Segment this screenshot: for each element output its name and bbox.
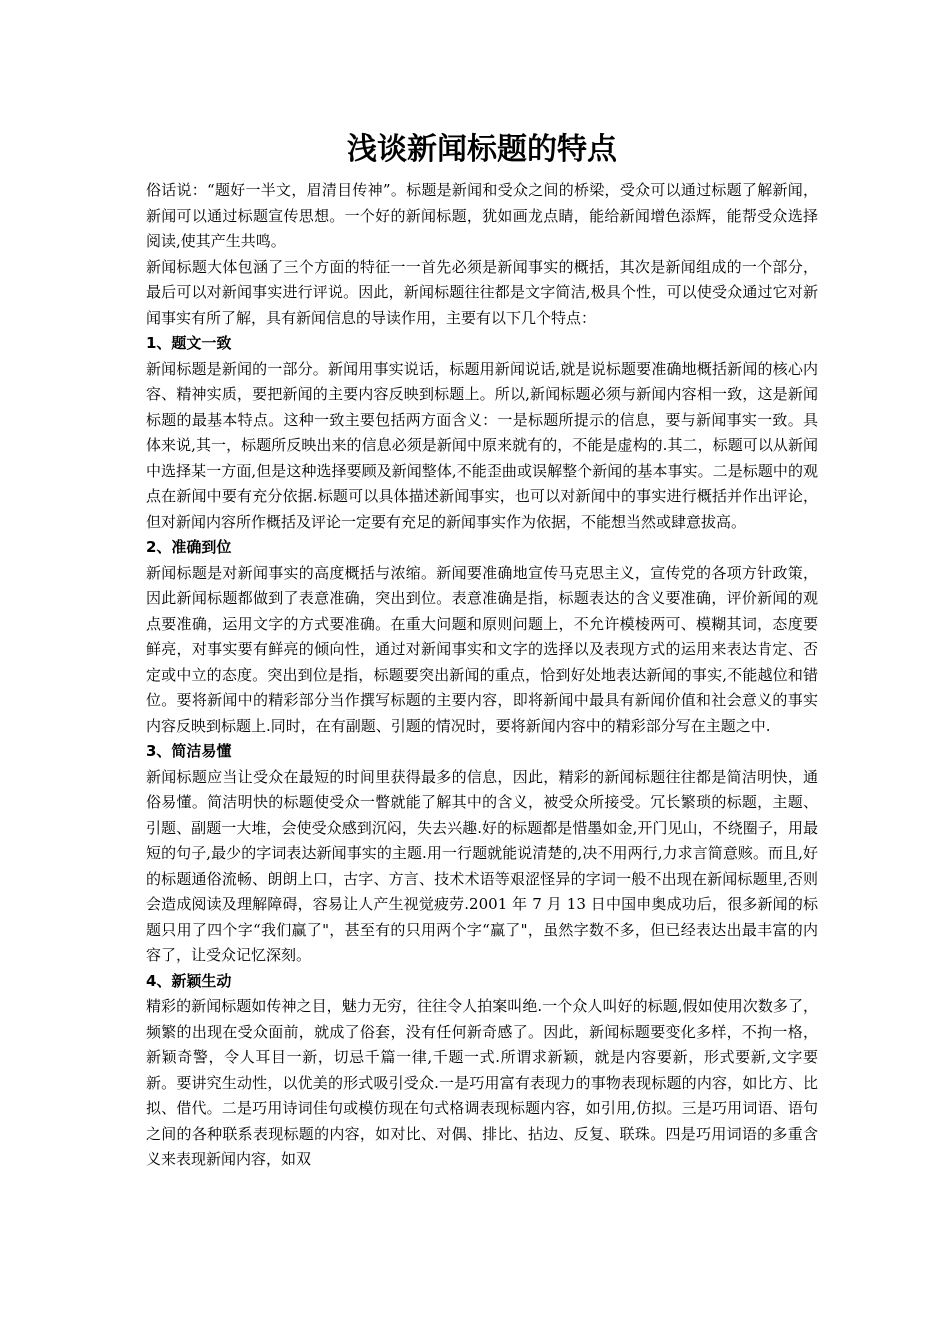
document-title: 浅谈新闻标题的特点: [347, 132, 617, 167]
section-body-4: 精彩的新闻标题如传神之目，魅力无穷，往往令人拍案叫绝.一个众人叫好的标题,假如使用次数多了，频繁的出现在受众面前，就成了俗套，没有任何新奇感了。因此，新闻标题要变化多样，不拘一格，新颖奇警，令人耳目一新，切忌千篇一律,千题一式.所谓求新颖，就是内容要新，形式要新,文字要新。要讲究生动性，以优美的形式吸引受众.一是巧用富有表现力的事物表现标题的内容，如比方、比拟、借代。二是巧用诗词佳句或模仿现在句式格调表现标题内容，如引用,仿拟。三是巧用词语、语句之间的各种联系表现标题的内容，如对比、对偶、排比、拈边、反复、联珠。四是巧用词语的多重含义来表现新闻内容，如双: [146, 997, 818, 1168]
section-heading-2: 2、准确到位: [146, 538, 232, 556]
section-body-2: 新闻标题是对新闻事实的高度概括与浓缩。新闻要准确地宣传马克思主义，宣传党的各项方针政策，因此新闻标题都做到了表意准确，突出到位。表意准确是指，标题表达的含义要准确，评价新闻的观点要准确，运用文字的方式要准确。在重大问题和原则问题上，不允许模棱两可、模糊其词，态度要鲜亮，对事实要有鲜亮的倾向性，通过对新闻事实和文字的选择以及表现方式的运用来表达肯定、否定或中立的态度。突出到位是指，标题要突出新闻的重点，恰到好处地表达新闻的事实,不能越位和错位。要将新闻中的精彩部分当作撰写标题的主要内容，即将新闻中最具有新闻价值和社会意义的事实内容反映到标题上.同时，在有副题、引题的情况时，要将新闻内容中的精彩部分写在主题之中.: [146, 563, 818, 735]
section-body-1: 新闻标题是新闻的一部分。新闻用事实说话，标题用新闻说话,就是说标题要准确地概括新闻的核心内容、精神实质，要把新闻的主要内容反映到标题上。所以,新闻标题必须与新闻内容相一致，这是新闻标题的最基本特点。这种一致主要包括两方面含义：一是标题所提示的信息，要与新闻事实一致。具体来说,其一，标题所反映出来的信息必须是新闻中原来就有的，不能是虚构的.其二，标题可以从新闻中选择某一方面,但是这种选择要顾及新闻整体,不能歪曲或误解整个新闻的基本事实。二是标题中的观点在新闻中要有充分依据.标题可以具体描述新闻事实，也可以对新闻中的事实进行概括并作出评论，但对新闻内容所作概括及评论一定要有充足的新闻事实作为依据，不能想当然或肆意拔高。: [146, 359, 818, 531]
section-heading-1: 1、题文一致: [146, 334, 232, 352]
section-body-3: 新闻标题应当让受众在最短的时间里获得最多的信息，因此，精彩的新闻标题往往都是简洁明快，通俗易懂。简洁明快的标题使受众一瞥就能了解其中的含义，被受众所接受。冗长繁琐的标题，主题、引题、副题一大堆，会使受众感到沉闷，失去兴趣.好的标题都是惜墨如金,开门见山，不绕圈子，用最短的句子,最少的字词表达新闻事实的主题.用一行题就能说清楚的,决不用两行,力求言简意赅。而且,好的标题通俗流畅、朗朗上口，古字、方言、技术术语等艰涩怪异的字词一般不出现在新闻标题里,否则会造成阅读及理解障碍，容易让人产生视觉疲劳.2001 年 7 月 13 日中国申奥成功后，很多新闻的标题只用了四个字“我们赢了"，甚至有的只用两个字“赢了"，虽然字数不多，但已经表达出最丰富的内容了，让受众记忆深刻。: [146, 767, 818, 964]
section-heading-4: 4、新颖生动: [146, 971, 232, 990]
section-heading-3: 3、简洁易懂: [146, 742, 232, 760]
intro-paragraph-1: 俗话说：“题好一半文，眉清目传神”。标题是新闻和受众之间的桥梁，受众可以通过标题了解新闻，新闻可以通过标题宣传思想。一个好的新闻标题，犹如画龙点睛，能给新闻增色添辉，能帮受众选择阅读,使其产生共鸣。: [146, 181, 818, 250]
document-body: [146, 128, 818, 1173]
intro-paragraph-2: 新闻标题大体包涵了三个方面的特征一一首先必须是新闻事实的概括，其次是新闻组成的一个部分，最后可以对新闻事实进行评说。因此，新闻标题往往都是文字简洁,极具个性，可以使受众通过它对新闻事实有所了解，具有新闻信息的导读作用，主要有以下几个特点：: [146, 257, 818, 327]
